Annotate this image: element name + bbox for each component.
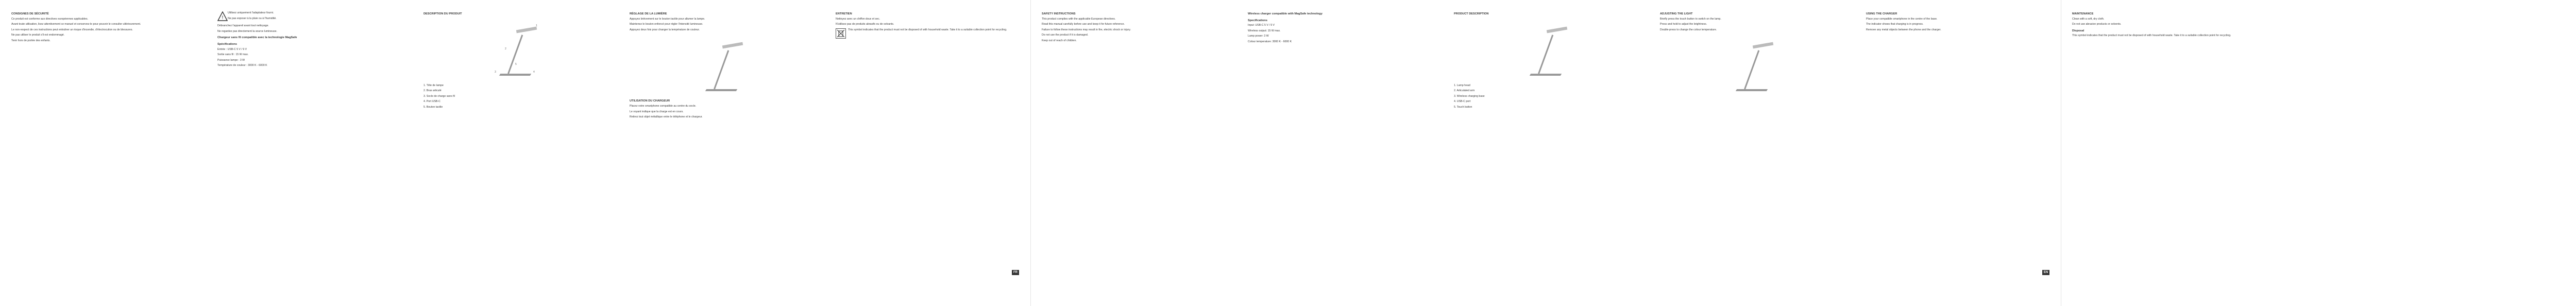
fr-safety-text: Tenir hors de portée des enfants. xyxy=(11,39,50,42)
en-spec-line: Input: USB-C 5 V / 9 V xyxy=(1248,24,1275,27)
lamp-diagram xyxy=(1721,35,1783,96)
lang-badge-fr: FR xyxy=(1012,270,1019,275)
fr-maintenance-heading: ENTRETIEN xyxy=(836,12,852,15)
en-safety-text: Do not use the product if it is damaged. xyxy=(1042,33,1089,37)
fr-safety-text: Avant toute utilisation, lisez attentivement ce manuel et conservez-le pour pouvoir le consulter ultérieurement. xyxy=(11,23,141,26)
panel-en-maintenance xyxy=(2061,0,2267,306)
fr-spec-line: Entrée : USB-C 5 V / 9 V xyxy=(217,47,247,51)
fr-charger-heading: Chargeur sans fil compatible avec la technologie MagSafe xyxy=(217,36,297,40)
lamp-head-shape xyxy=(1753,42,1773,49)
en-description-item: 1. Lamp head xyxy=(1454,83,1470,87)
fr-spec-heading: Spécifications xyxy=(217,42,237,46)
svg-text:!: ! xyxy=(222,15,224,20)
en-spec-line: Colour temperature: 3000 K - 6000 K xyxy=(1248,40,1292,43)
fr-spec-line: Température de couleur : 3000 K - 6000 K xyxy=(217,64,267,67)
panel-fr-charger xyxy=(206,0,412,306)
panel-en-charger-use xyxy=(1855,0,2061,306)
panel-en-description xyxy=(1443,0,1649,306)
lamp-base-shape xyxy=(1530,74,1562,76)
lang-badge-en: EN xyxy=(2042,270,2049,275)
callout-label: 5 xyxy=(515,62,517,66)
panel-en-charger xyxy=(1236,0,1443,306)
fr-warning-text: Ne pas exposer à la pluie ou à l'humidité. xyxy=(228,16,277,20)
fr-light-text: Appuyez brièvement sur le bouton tactile pour allumer la lampe. xyxy=(630,17,705,21)
fr-spec-line: Puissance lampe : 3 W xyxy=(217,58,245,62)
lamp-diagram xyxy=(1515,19,1577,81)
fr-description-item: 3. Socle de charge sans fil xyxy=(423,94,455,98)
fr-safety-text: Ne pas utiliser le produit s'il est endommagé. xyxy=(11,33,65,37)
callout-label: 2 xyxy=(505,47,506,50)
en-charger-text: Place your compatible smartphone in the centre of the base. xyxy=(1866,17,1938,21)
en-light-heading: ADJUSTING THE LIGHT xyxy=(1660,12,1693,15)
en-safety-text: Failure to follow these instructions may result in fire, electric shock or injury. xyxy=(1042,28,1131,31)
fr-warning-text: Utilisez uniquement l'adaptateur fourni. xyxy=(228,11,274,14)
fr-light-heading: RÉGLAGE DE LA LUMIÈRE xyxy=(630,12,667,15)
panel-fr-light xyxy=(618,0,824,306)
panel-fr-safety xyxy=(0,0,206,306)
lamp-arm-shape xyxy=(714,50,729,90)
lamp-head-shape xyxy=(516,26,537,33)
crossed-bin-icon xyxy=(836,28,846,39)
fr-description-item: 4. Port USB-C xyxy=(423,100,440,104)
fr-description-heading: DESCRIPTION DU PRODUIT xyxy=(423,12,462,15)
fr-safety-text: Le non-respect de ces instructions peut entraîner un risque d'incendie, d'électrocution ou de blessures. xyxy=(11,28,133,31)
fr-spec-line: Sortie sans fil : 15 W max. xyxy=(217,53,249,57)
disposal-heading: Disposal xyxy=(2072,29,2084,32)
lamp-diagram xyxy=(690,35,752,96)
panel-blank-1 xyxy=(2267,0,2473,306)
en-description-heading: PRODUCT DESCRIPTION xyxy=(1454,12,1489,15)
panel-en-safety xyxy=(1030,0,1236,306)
callout-label: 1 xyxy=(536,24,537,27)
callout-label: 4 xyxy=(533,70,535,74)
lamp-diagram xyxy=(484,19,546,81)
en-safety-heading: SAFETY INSTRUCTIONS xyxy=(1042,12,1076,15)
fr-safety-text: Débranchez l'appareil avant tout nettoyage. xyxy=(217,24,269,28)
lamp-arm-shape xyxy=(1538,35,1553,74)
en-light-text: Press and hold to adjust the brightness. xyxy=(1660,23,1707,26)
warning-icon xyxy=(217,11,228,22)
fr-light-text: Maintenez le bouton enfoncé pour régler l'intensité lumineuse. xyxy=(630,23,703,26)
en-spec-line: Wireless output: 15 W max. xyxy=(1248,29,1281,32)
fr-light-text: Appuyez deux fois pour changer la température de couleur. xyxy=(630,28,700,31)
en-description-item: 5. Touch button xyxy=(1454,105,1472,109)
en-maintenance-text: Do not use abrasive products or solvents. xyxy=(2072,23,2122,26)
en-charger-text: The indicator shows that charging is in progress. xyxy=(1866,23,1924,26)
fr-warning-row xyxy=(217,11,401,22)
en-light-text: Double-press to change the colour temperature. xyxy=(1660,28,1717,31)
en-spec-line: Lamp power: 3 W xyxy=(1248,35,1269,38)
fr-charger-use-heading: UTILISATION DU CHARGEUR xyxy=(630,99,670,103)
lamp-head-shape xyxy=(722,42,743,49)
fr-safety-text: Ne regardez pas directement la source lumineuse. xyxy=(217,29,277,33)
en-light-text: Briefly press the touch button to switch on the lamp. xyxy=(1660,17,1721,21)
lamp-base-shape xyxy=(1736,89,1768,91)
disposal-text: This symbol indicates that the product must not be disposed of with household waste. Take it to a suitable collection point for recycling. xyxy=(848,28,1007,31)
en-safety-text: This product complies with the applicable European directives. xyxy=(1042,17,1116,21)
en-description-item: 2. Articulated arm xyxy=(1454,89,1475,93)
fr-description-item: 5. Bouton tactile xyxy=(423,105,443,109)
en-safety-text: Keep out of reach of children. xyxy=(1042,39,1077,42)
en-spec-heading: Specifications xyxy=(1248,19,1267,22)
panel-en-light xyxy=(1649,0,1855,306)
callout-label: 3 xyxy=(495,70,496,74)
fr-description-item: 2. Bras articulé xyxy=(423,89,442,93)
lamp-head-shape xyxy=(1547,26,1567,33)
fold-line xyxy=(1030,0,1031,306)
en-maintenance-heading: MAINTENANCE xyxy=(2072,12,2094,15)
fr-maintenance-text: Nettoyez avec un chiffon doux et sec. xyxy=(836,17,880,21)
panel-fr-description xyxy=(412,0,618,306)
lamp-arm-shape xyxy=(507,35,523,74)
en-description-item: 4. USB-C port xyxy=(1454,100,1471,104)
fr-charger-text: Retirez tout objet métallique entre le téléphone et le chargeur. xyxy=(630,115,703,119)
fr-charger-text: Le voyant indique que la charge est en cours. xyxy=(630,110,684,113)
en-charger-heading: Wireless charger compatible with MagSafe technology xyxy=(1248,12,1323,15)
en-safety-text: Read this manual carefully before use and keep it for future reference. xyxy=(1042,23,1125,26)
lamp-base-shape xyxy=(499,74,531,76)
en-charger-text: Remove any metal objects between the phone and the charger. xyxy=(1866,28,1941,31)
fr-safety-text: Ce produit est conforme aux directives européennes applicables. xyxy=(11,17,89,21)
fr-description-item: 1. Tête de lampe xyxy=(423,83,444,87)
en-charger-use-heading: USING THE CHARGER xyxy=(1866,12,1897,15)
en-description-item: 3. Wireless charging base xyxy=(1454,94,1485,98)
lamp-arm-shape xyxy=(1744,50,1759,90)
disposal-text: This symbol indicates that the product must not be disposed of with household waste. Take it to a suitable collection point for recycling. xyxy=(2072,34,2231,38)
fr-maintenance-text: N'utilisez pas de produits abrasifs ou de solvants. xyxy=(836,23,894,26)
fr-safety-heading: CONSIGNES DE SÉCURITÉ xyxy=(11,12,49,15)
disposal-row xyxy=(836,28,1019,39)
panel-fr-maintenance xyxy=(824,0,1030,306)
fr-charger-text: Placez votre smartphone compatible au centre du socle. xyxy=(630,104,697,108)
lamp-base-shape xyxy=(705,89,737,91)
en-maintenance-text: Clean with a soft, dry cloth. xyxy=(2072,17,2105,21)
panel-blank-2 xyxy=(2473,0,2576,306)
